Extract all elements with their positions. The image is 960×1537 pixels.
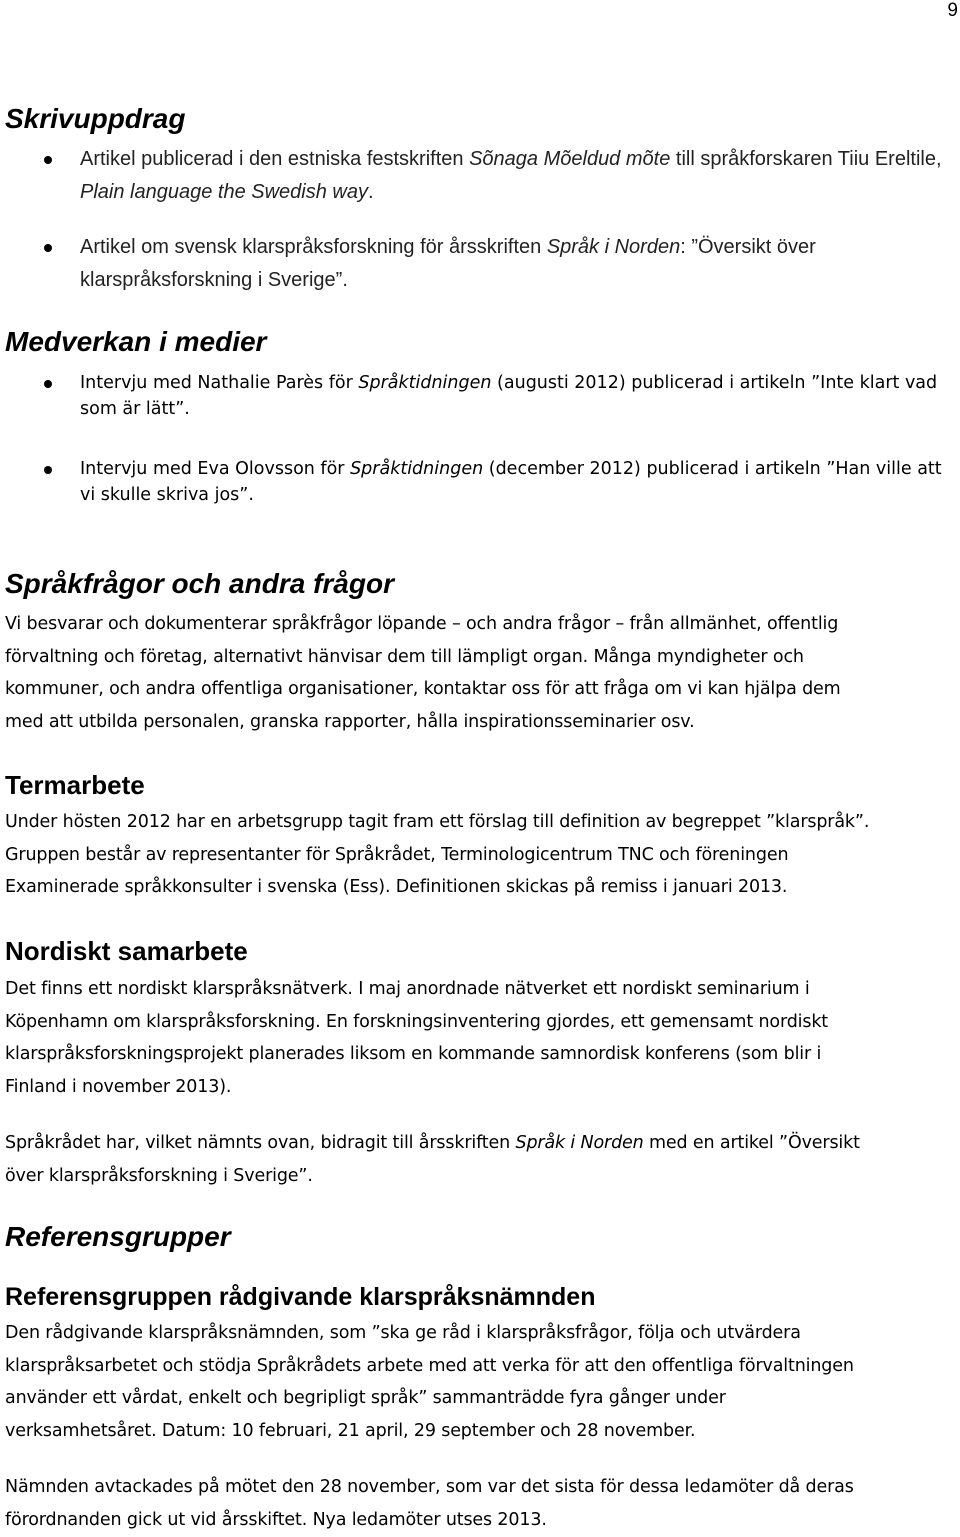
paragraph-line: kommuner, och andra offentliga organisationer, kontaktar oss för att fråga om vi kan hjälpa dem bbox=[5, 679, 841, 700]
subsection-heading-rkn: Referensgruppen rådgivande klarspråksnämnden bbox=[5, 1283, 596, 1311]
item-title-italic: Språktidningen bbox=[358, 373, 492, 393]
termarbete-paragraph bbox=[5, 806, 955, 904]
item-text: Artikel om svensk klarspråksforskning för årsskriften bbox=[80, 236, 547, 258]
list-item bbox=[0, 231, 960, 297]
list-item bbox=[0, 370, 960, 422]
paragraph-line: Den rådgivande klarspråksnämnden, som ”ska ge råd i klarspråksfrågor, följa och utvärdera bbox=[5, 1323, 801, 1343]
paragraph-title-italic: Språk i Norden bbox=[515, 1133, 644, 1153]
item-text: (december 2012) publicerad i artikeln ”Han ville att vi skulle skriva jos”. bbox=[80, 459, 942, 505]
paragraph-line: över klarspråksforskning i Sverige”. bbox=[5, 1165, 313, 1186]
paragraph-line: Det finns ett nordiskt klarspråksnätverk. I maj anordnade nätverket ett nordiskt seminarium i bbox=[5, 979, 810, 999]
paragraph-line: Gruppen består av representanter för Språkrådet, Terminologicentrum TNC och föreningen bbox=[5, 844, 789, 865]
item-title-italic: Språktidningen bbox=[350, 459, 484, 479]
nordiskt-paragraph bbox=[5, 973, 955, 1103]
item-title-italic: Sõnaga Mõeldud mõte bbox=[469, 148, 671, 170]
item-text: Artikel publicerad i den estniska festskriften bbox=[80, 148, 470, 170]
paragraph-line: Finland i november 2013). bbox=[5, 1076, 232, 1097]
item-text: till språkforskaren Tiiu Ereltile, bbox=[670, 148, 942, 170]
paragraph-line: klarspråksarbetet och stödja Språkrådets arbete med att verka för att den offentliga förvaltningen bbox=[5, 1355, 854, 1376]
section-heading-sprakfragor: Språkfrågor och andra frågor bbox=[5, 568, 394, 599]
list-item bbox=[0, 143, 960, 209]
page-number: 9 bbox=[947, 0, 958, 21]
paragraph-line: Under hösten 2012 har en arbetsgrupp tagit fram ett förslag till definition av begreppet ”klarspråk”. bbox=[5, 812, 870, 832]
item-title-italic: Plain language the Swedish way bbox=[80, 181, 368, 203]
medverkan-list bbox=[0, 370, 960, 508]
section-heading-skrivuppdrag: Skrivuppdrag bbox=[5, 103, 186, 134]
section-heading-nordiskt: Nordiskt samarbete bbox=[5, 936, 248, 966]
paragraph-line: förvaltning och företag, alternativt hänvisar dem till lämpligt organ. Många myndigheter och bbox=[5, 646, 804, 667]
paragraph-line: förordnanden gick ut vid årsskiftet. Nya ledamöter utses 2013. bbox=[5, 1509, 547, 1530]
paragraph-line: Examinerade språkkonsulter i svenska (Ess). Definitionen skickas på remiss i januari 2013. bbox=[5, 877, 788, 898]
skrivuppdrag-list bbox=[0, 143, 960, 297]
paragraph-line bbox=[5, 1127, 955, 1160]
item-title-italic: Språk i Norden bbox=[546, 236, 681, 258]
item-text: (augusti 2012) publicerad i artikeln ”Inte klart vad som är lätt”. bbox=[80, 373, 938, 419]
nordiskt-paragraph-2 bbox=[5, 1127, 955, 1192]
paragraph-line: Vi besvarar och dokumenterar språkfrågor löpande – och andra frågor – från allmänhet, offentlig bbox=[5, 614, 839, 634]
paragraph-line: verksamhetsåret. Datum: 10 februari, 21 april, 29 september och 28 november. bbox=[5, 1420, 696, 1441]
paragraph-line: använder ett vårdat, enkelt och begripligt språk” sammanträdde fyra gånger under bbox=[5, 1388, 726, 1409]
section-heading-medverkan: Medverkan i medier bbox=[5, 326, 267, 357]
paragraph-text: Språkrådet har, vilket nämnts ovan, bidragit till årsskriften bbox=[5, 1133, 516, 1153]
paragraph-line: med att utbilda personalen, granska rapporter, hålla inspirationsseminarier osv. bbox=[5, 711, 695, 732]
paragraph-line: klarspråksforskningsprojekt planerades liksom en kommande samnordisk konferens (som blir i bbox=[5, 1044, 822, 1065]
item-text: . bbox=[367, 181, 374, 203]
list-item bbox=[0, 456, 960, 508]
paragraph-line: Nämnden avtackades på mötet den 28 november, som var det sista för dessa ledamöter då deras bbox=[5, 1477, 854, 1497]
paragraph-text: med en artikel ”Översikt bbox=[643, 1133, 860, 1153]
referensgrupper-paragraph-2 bbox=[5, 1471, 955, 1536]
section-heading-referensgrupper: Referensgrupper bbox=[5, 1221, 231, 1252]
paragraph-line: Köpenhamn om klarspråksforskning. En forskningsinventering gjordes, ett gemensamt nordiskt bbox=[5, 1011, 829, 1032]
referensgrupper-paragraph bbox=[5, 1317, 955, 1447]
sprakfragor-paragraph bbox=[5, 608, 955, 738]
item-text: : ”Översikt över klarspråksforskning i Sverige”. bbox=[80, 236, 816, 291]
item-text: Intervju med Eva Olovsson för bbox=[80, 459, 351, 479]
section-heading-termarbete: Termarbete bbox=[5, 770, 145, 800]
item-text: Intervju med Nathalie Parès för bbox=[80, 373, 359, 393]
